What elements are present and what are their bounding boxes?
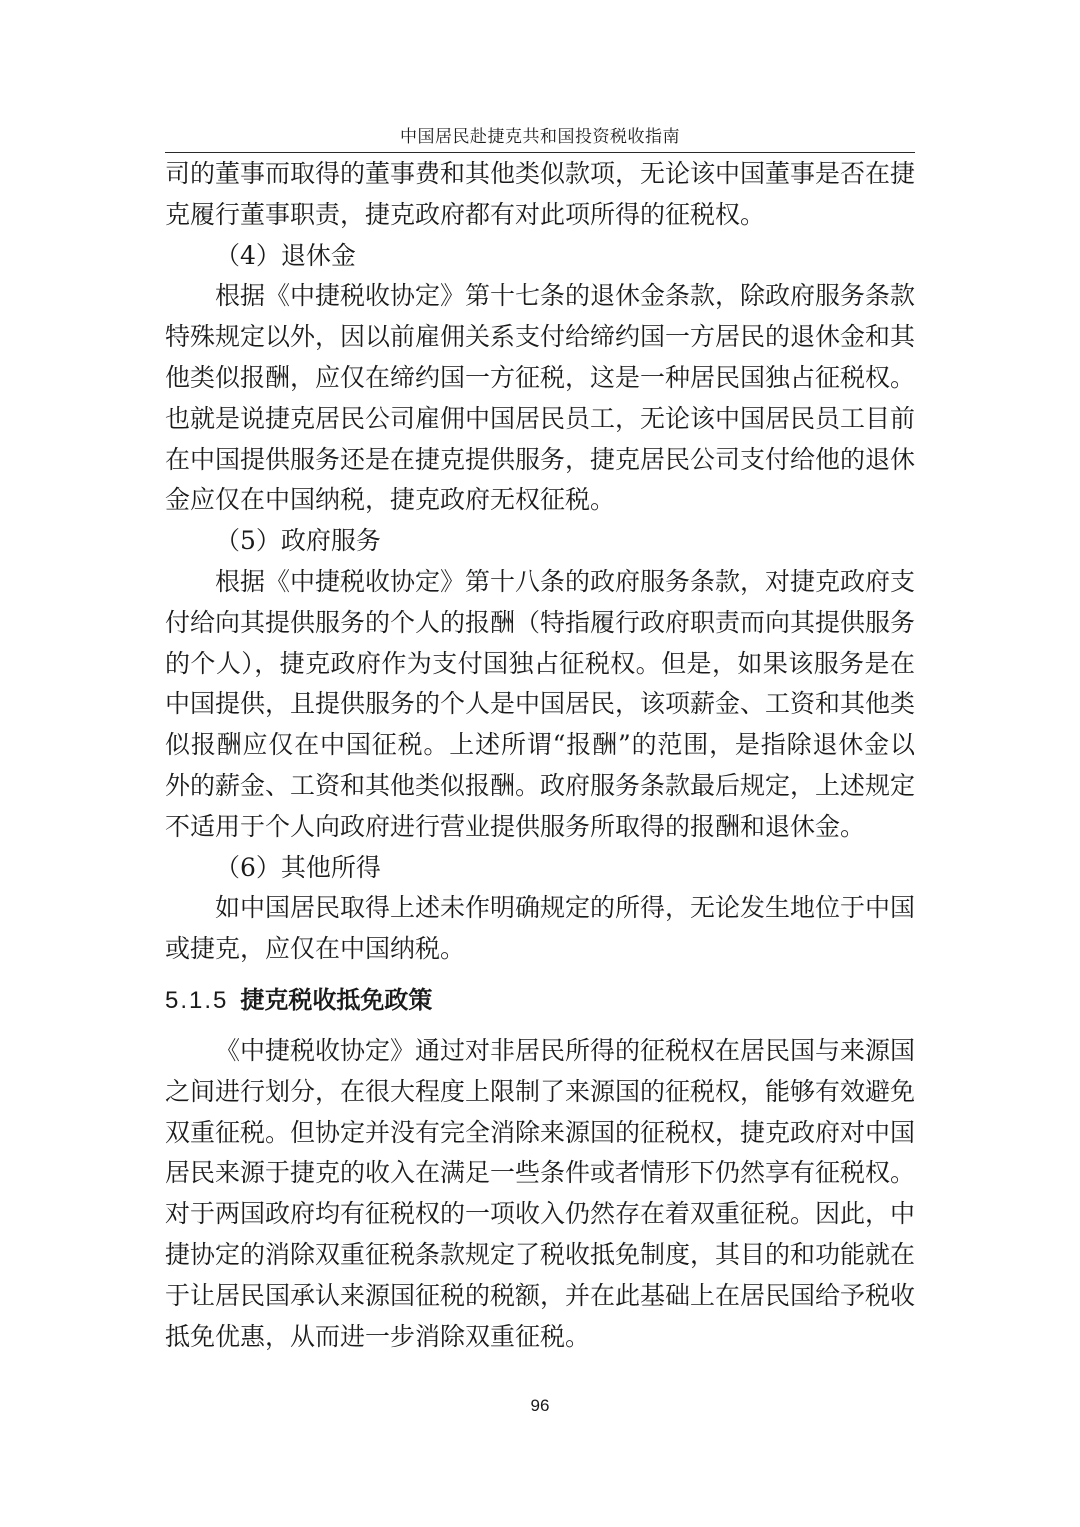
paragraph-pension: 根据《中捷税收协定》第十七条的退休金条款，除政府服务条款特殊规定以外，因以前雇佣关系支付给缔约国一方居民的退休金和其他类似报酬，应仅在缔约国一方征税，这是一种居民国独占征税权。也就是说捷克居民公司雇佣中国居民员工，无论该中国居民员工目前在中国提供服务还是在捷克提供服务，捷克居民公司支付给他的退休金应仅在中国纳税，捷克政府无权征税。 — [165, 281, 916, 515]
subheading-pension: （4）退休金 — [215, 240, 356, 270]
paragraph-other-income: 如中国居民取得上述未作明确规定的所得，无论发生地位于中国或捷克，应仅在中国纳税。 — [165, 893, 916, 964]
header-rule — [165, 152, 915, 153]
paragraph-tax-credit: 《中捷税收协定》通过对非居民所得的征税权在居民国与来源国之间进行划分，在很大程度上限制了来源国的征税权，能够有效避免双重征税。但协定并没有完全消除来源国的征税权，捷克政府对中国居民来源于捷克的收入在满足一些条件或者情形下仍然享有征税权。对于两国政府均有征税权的一项收入仍然存在着双重征税。因此，中捷协定的消除双重征税条款规定了税收抵免制度，其目的和功能就在于让居民国承认来源国征税的税额，并在此基础上在居民国给予税收抵免优惠，从而进一步消除双重征税。 — [165, 1035, 916, 1351]
subheading-other-income: （6）其他所得 — [215, 852, 381, 882]
paragraph-continued: 司的董事而取得的董事费和其他类似款项，无论该中国董事是否在捷克履行董事职责，捷克政府都有对此项所得的征税权。 — [165, 159, 916, 229]
page-number: 96 — [530, 1396, 550, 1415]
section-number: 5.1.5 — [165, 986, 229, 1014]
section-title: 捷克税收抵免政策 — [240, 986, 433, 1014]
running-header: 中国居民赴捷克共和国投资税收指南 — [400, 127, 680, 147]
subheading-government-service: （5）政府服务 — [215, 526, 381, 556]
body-text — [165, 154, 915, 1357]
paragraph-government-service: 根据《中捷税收协定》第十八条的政府服务条款，对捷克政府支付给向其提供服务的个人的报酬（特指履行政府职责而向其提供服务的个人），捷克政府作为支付国独占征税权。但是，如果该服务是在中国提供，且提供服务的个人是中国居民，该项薪金、工资和其他类似报酬应仅在中国征税。上述所谓“报酬”的范围，是指除退休金以外的薪金、工资和其他类似报酬。政府服务条款最后规定，上述规定不适用于个人向政府进行营业提供服务所取得的报酬和退休金。 — [165, 566, 916, 841]
section-heading — [165, 981, 915, 1021]
